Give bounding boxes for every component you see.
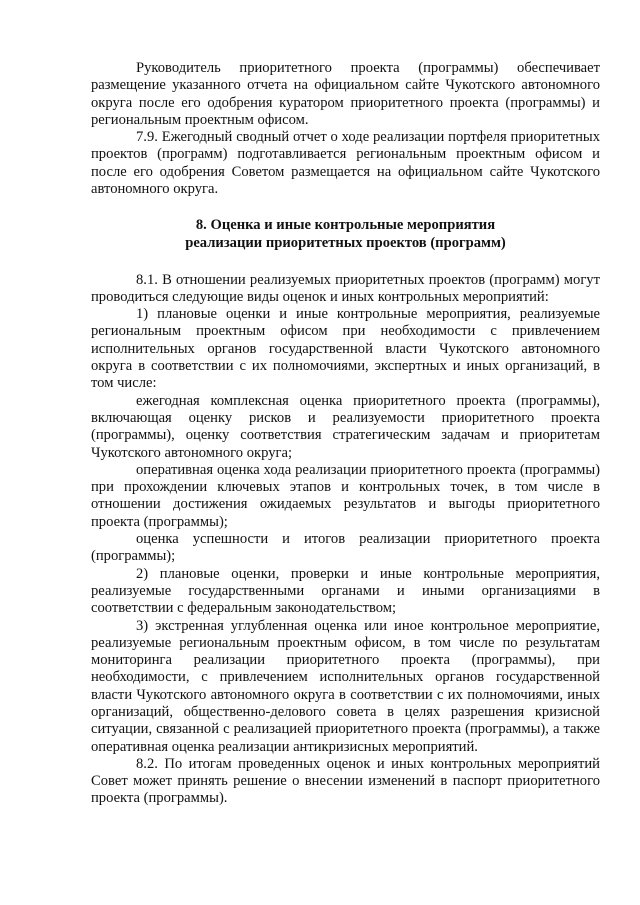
paragraph-7-9: 7.9. Ежегодный сводный отчет о ходе реализации портфеля приоритетных проектов (программ) подготавливается региональным проектным офисом и после его одобрения Советом размещается на официальном сайте Чукотского автономного округа. <box>91 129 600 198</box>
paragraph-report-publication: Руководитель приоритетного проекта (программы) обеспечивает размещение указанного отчета на официальном сайте Чукотского автономного округа после его одобрения куратором приоритетного проекта (программы) и региональным проектным офисом. <box>91 60 600 128</box>
paragraph-8-1: 8.1. В отношении реализуемых приоритетных проектов (программ) могут проводиться следующие виды оценок и иных контрольных мероприятий: <box>91 271 600 305</box>
paragraph-success-assessment: оценка успешности и итогов реализации приоритетного проекта (программы); <box>91 531 600 565</box>
paragraph-item-3: 3) экстренная углубленная оценка или иное контрольное мероприятие, реализуемые региональным проектным офисом, в том числе по результатам мониторинга реализации приоритетного проекта (программы), при необходимости, с привлечением исполнительных органов государственной власти Чукотского автономного округа в соответствии с их полномочиями, иных организаций, общественно-делового совета в целях разрешения кризисной ситуации, связанной с реализацией приоритетного проекта (программы), а также оперативная оценка реализации антикризисных мероприятий. <box>91 617 600 755</box>
paragraph-item-2: 2) плановые оценки, проверки и иные контрольные мероприятия, реализуемые государственными органами и иными организациями в соответствии с федеральным законодательством; <box>91 565 600 617</box>
paragraph-annual-assessment: ежегодная комплексная оценка приоритетного проекта (программы), включающая оценку рисков и реализуемости приоритетного проекта (программы), оценку соответствия стратегическим задачам и приоритетам Чукотского автономного округа; <box>91 392 600 461</box>
section-heading-line-1: 8. Оценка и иные контрольные мероприятия <box>195 217 496 234</box>
paragraph-item-1: 1) плановые оценки и иные контрольные мероприятия, реализуемые региональным проектным офисом при необходимости с привлечением исполнительных органов государственной власти Чукотского автономного округа в соответствии с их полномочиями, экспертных и иных организаций, в том числе: <box>91 306 600 392</box>
section-heading <box>91 217 600 252</box>
section-heading-line-2: реализации приоритетных проектов (программ) <box>185 234 506 251</box>
paragraph-8-2: 8.2. По итогам проведенных оценок и иных контрольных мероприятий Совет может принять решение о внесении изменений в паспорт приоритетного проекта (программы). <box>91 755 600 807</box>
paragraph-operational-assessment: оперативная оценка хода реализации приоритетного проекта (программы) при прохождении ключевых этапов и контрольных точек, в том числе в отношении достижения ожидаемых результатов и выгоды приоритетного проекта (программы); <box>91 461 600 530</box>
